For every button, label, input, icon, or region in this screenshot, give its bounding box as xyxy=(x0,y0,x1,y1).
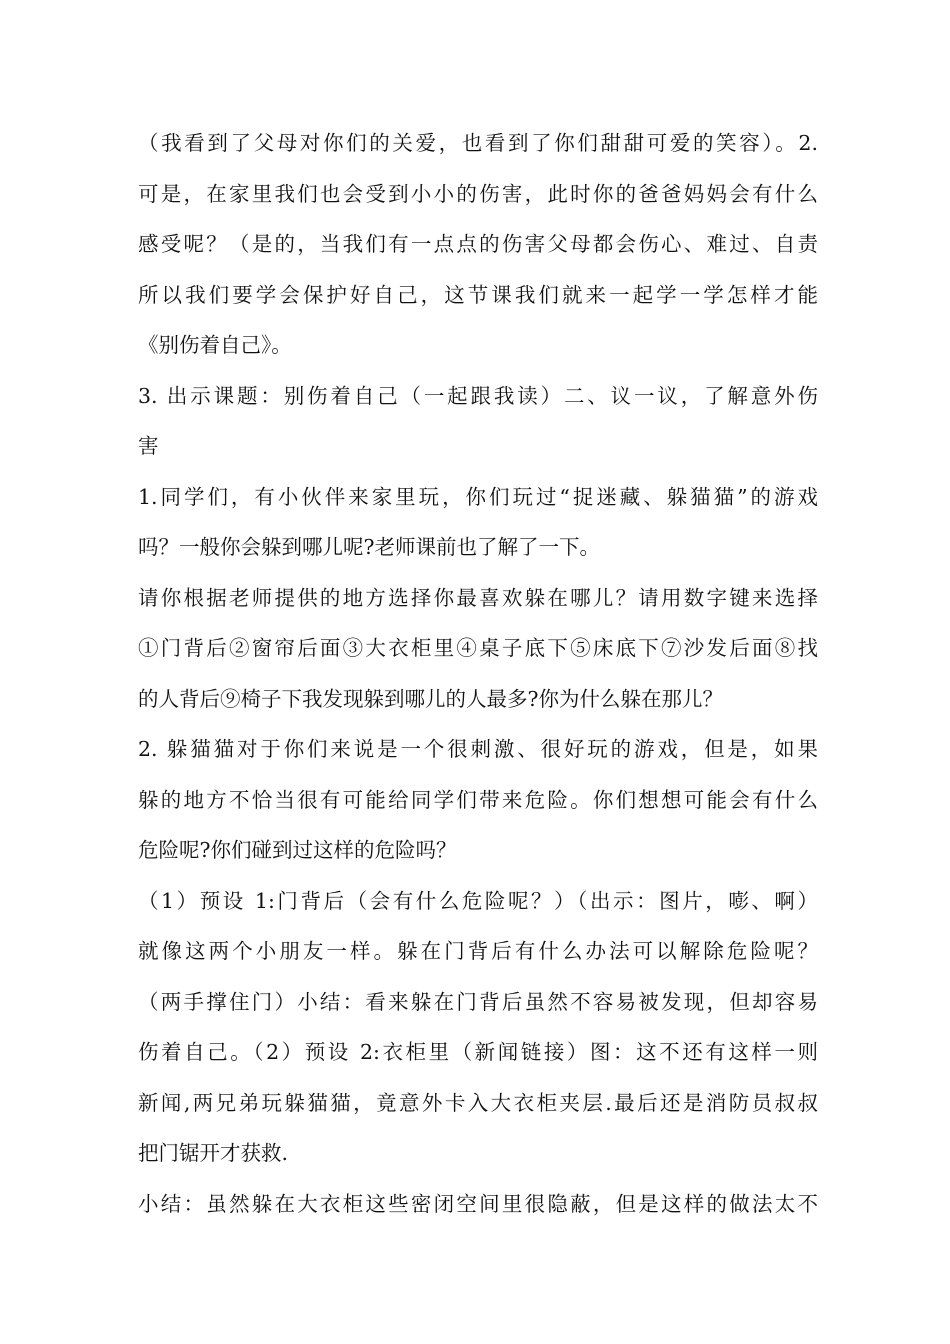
text-line: 躲的地方不恰当很有可能给同学们带来危险。你们想想可能会有什么 xyxy=(138,787,818,812)
text-line: 就像这两个小朋友一样。躲在门背后有什么办法可以解除危险呢？ xyxy=(138,939,818,963)
text-line: 伤着自己。（2）预设 2:衣柜里（新闻链接）图：这不还有这样一则 xyxy=(138,1040,818,1064)
text-line: 害 xyxy=(138,434,159,458)
text-line: 1.同学们，有小伙伴来家里玩，你们玩过“捉迷藏、躲猫猫”的游戏 xyxy=(138,484,818,509)
text-line: 新闻,两兄弟玩躲猫猫，竟意外卡入大衣柜夹层.最后还是消防员叔叔 xyxy=(138,1090,818,1115)
text-line: 吗？一般你会躲到哪儿呢?老师课前也了解了一下。 xyxy=(138,535,600,559)
text-line: 所以我们要学会保护好自己，这节课我们就来一起学一学怎样才能 xyxy=(138,282,818,307)
document-body xyxy=(138,118,818,1229)
text-line: （1）预设 1:门背后（会有什么危险呢？）（出示：图片，嘭、啊） xyxy=(138,888,818,913)
text-line: 请你根据老师提供的地方选择你最喜欢躲在哪儿？请用数字键来选择 xyxy=(138,585,818,610)
text-line: 3. 出示课题：别伤着自己（一起跟我读）二、议一议，了解意外伤 xyxy=(138,383,818,408)
text-line: ①门背后②窗帘后面③大衣柜里④桌子底下⑤床底下⑦沙发后面⑧找 xyxy=(138,636,818,660)
text-line: 2. 躲猫猫对于你们来说是一个很刺激、很好玩的游戏，但是，如果 xyxy=(138,737,818,761)
text-line: 《别伤着自己》。 xyxy=(138,333,292,357)
text-line: 可是，在家里我们也会受到小小的伤害，此时你的爸爸妈妈会有什么 xyxy=(138,181,818,206)
text-line: （两手撑住门）小结：看来躲在门背后虽然不容易被发现，但却容易 xyxy=(138,989,818,1014)
text-line: 感受呢？（是的，当我们有一点点的伤害父母都会伤心、难过、自责 xyxy=(138,232,818,256)
text-line: 危险呢?你们碰到过这样的危险吗？ xyxy=(138,838,457,862)
text-line: 的人背后⑨椅子下我发现躲到哪儿的人最多?你为什么躲在那儿？ xyxy=(138,686,723,711)
text-line: 小结：虽然躲在大衣柜这些密闭空间里很隐蔽，但是这样的做法太不 xyxy=(138,1191,818,1216)
text-line: （我看到了父母对你们的关爱，也看到了你们甜甜可爱的笑容）。2. xyxy=(138,131,818,155)
text-line: 把门锯开才获救. xyxy=(138,1141,289,1165)
